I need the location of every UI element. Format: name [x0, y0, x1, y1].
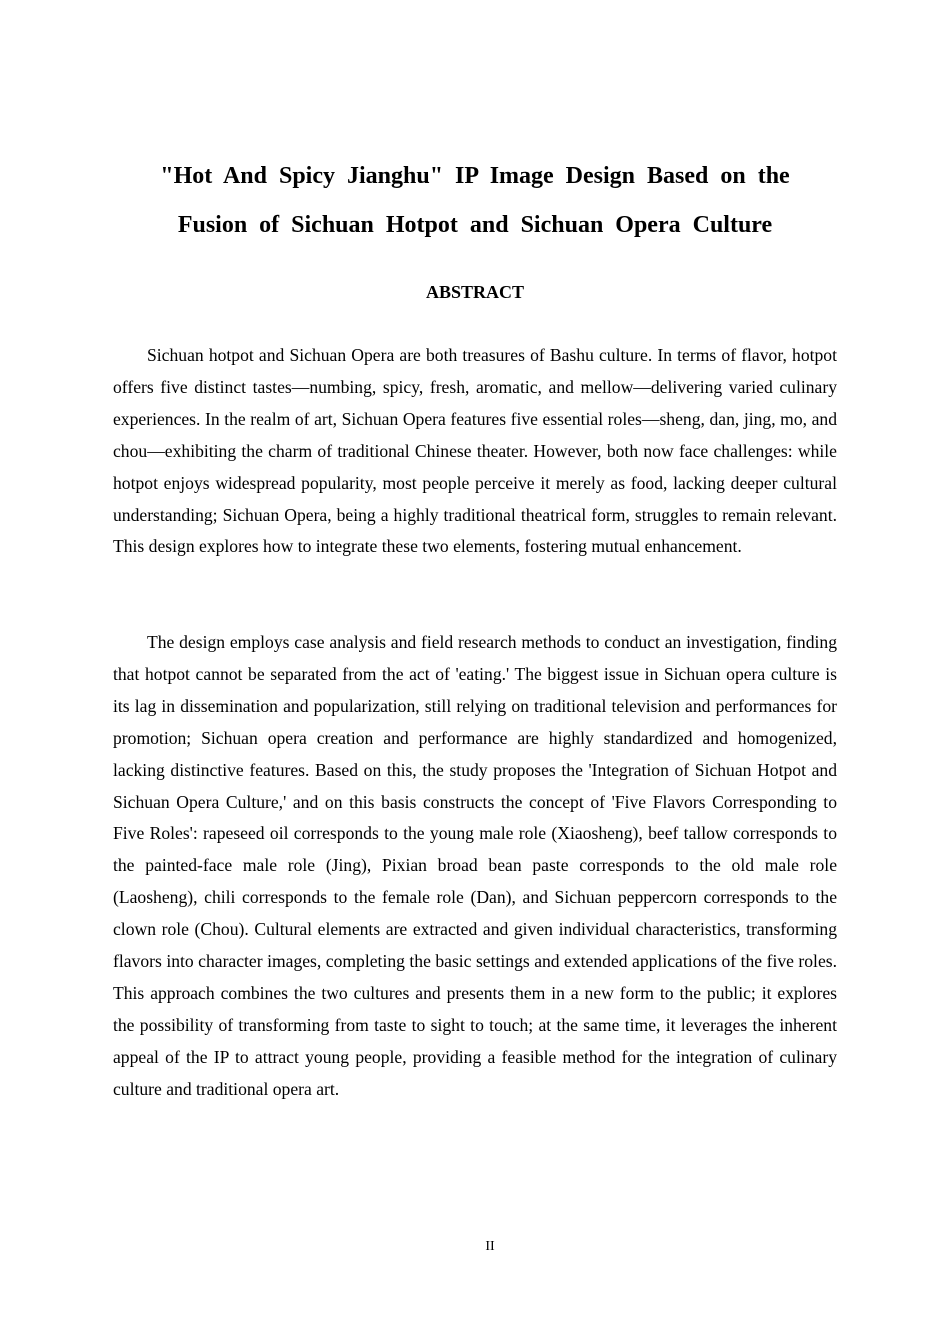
- document-title: [113, 152, 837, 250]
- title-line-1: "Hot And Spicy Jianghu" IP Image Design Based on the: [160, 163, 790, 189]
- title-line-2: Fusion of Sichuan Hotpot and Sichuan Opera Culture: [177, 212, 773, 238]
- abstract-heading: ABSTRACT: [425, 282, 525, 302]
- page-number: II: [485, 1239, 495, 1254]
- abstract-paragraph-2: The design employs case analysis and field research methods to conduct an investigation, finding that hotpot cannot be separated from the act of 'eating.' The biggest issue in Sichuan opera culture is its lag in dissemination and popularization, still relying on traditional television and performances for promotion; Sichuan opera creation and performance are highly standardized and homogenized, lacking distinctive features. Based on this, the study proposes the 'Integration of Sichuan Hotpot and Sichuan Opera Culture,' and on this basis constructs the concept of 'Five Flavors Corresponding to Five Roles': rapeseed oil corresponds to the young male role (Xiaosheng), beef tallow corresponds to the painted-face male role (Jing), Pixian broad bean paste corresponds to the old male role (Laosheng), chili corresponds to the female role (Dan), and Sichuan peppercorn corresponds to the clown role (Chou). Cultural elements are extracted and given individual characteristics, transforming flavors into character images, completing the basic settings and extended applications of the five roles. This approach combines the two cultures and presents them in a new form to the public; it explores the possibility of transforming from taste to sight to touch; at the same time, it leverages the inherent appeal of the IP to attract young people, providing a feasible method for the integration of culinary culture and traditional opera art.: [113, 632, 837, 1099]
- abstract-paragraph-1: Sichuan hotpot and Sichuan Opera are both treasures of Bashu culture. In terms of flavor, hotpot offers five distinct tastes—numbing, spicy, fresh, aromatic, and mellow—delivering varied culinary experiences. In the realm of art, Sichuan Opera features five essential roles—sheng, dan, jing, mo, and chou—exhibiting the charm of traditional Chinese theater. However, both now face challenges: while hotpot enjoys widespread popularity, most people perceive it merely as food, lacking deeper cultural understanding; Sichuan Opera, being a highly traditional theatrical form, struggles to remain relevant. This design explores how to integrate these two elements, fostering mutual enhancement.: [113, 345, 837, 557]
